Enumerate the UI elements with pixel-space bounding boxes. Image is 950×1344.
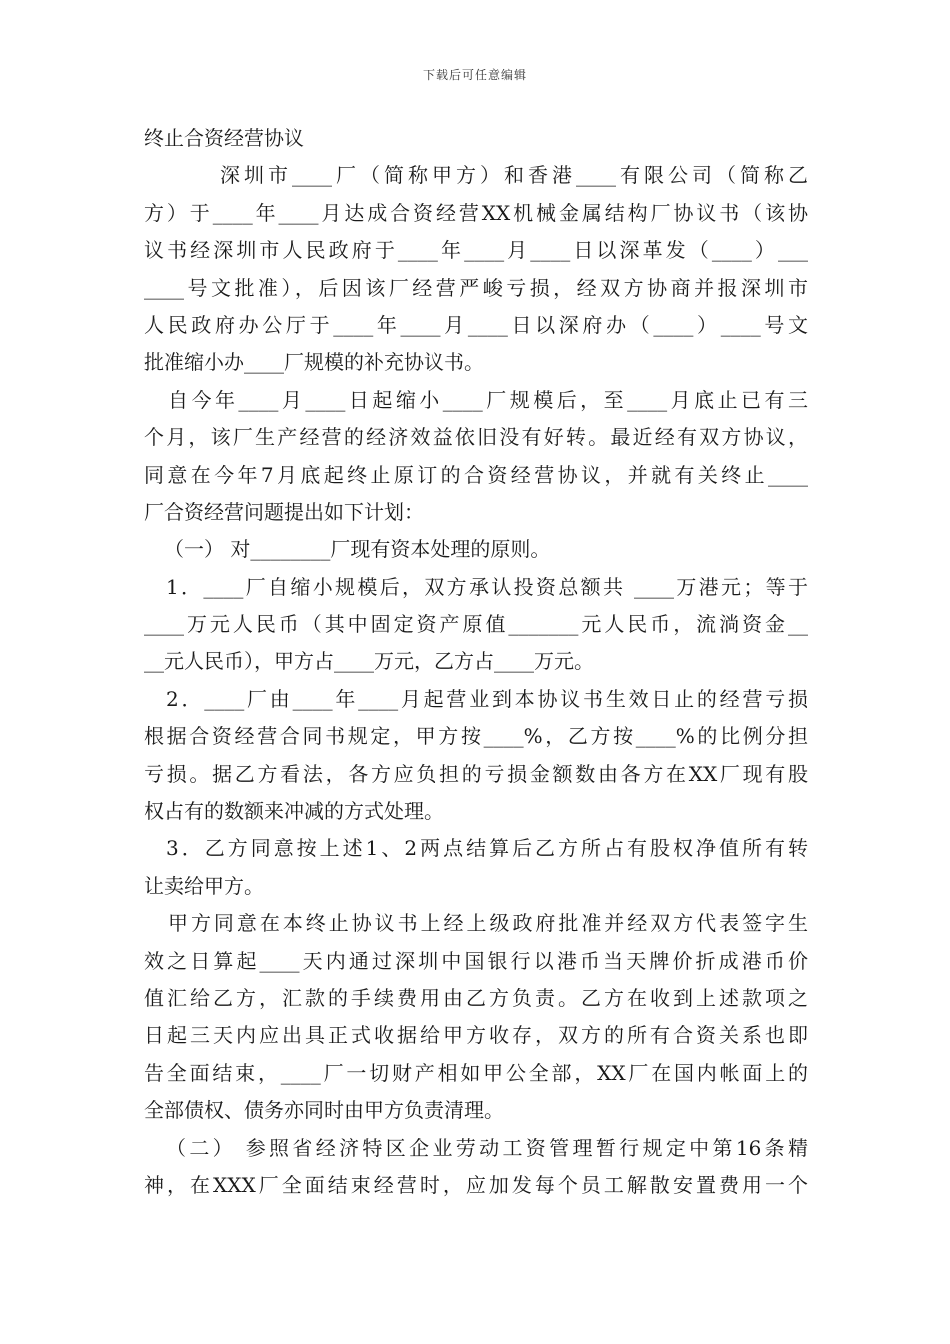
document-line: （一） 对________厂现有资本处理的原则。 [164,537,551,562]
page-header: 下载后可任意编辑 [422,68,527,82]
document-line: 神，在XXX厂全面结束经营时，应加发每个员工解散安置费用一个 [144,1172,808,1197]
document-line: 批准缩小办____厂规模的补充协议书。 [144,350,484,375]
document-line: 效之日算起____天内通过深圳中国银行以港币当天牌价折成港币价 [144,948,808,973]
document-line: 3．乙方同意按上述1、2两点结算后乙方所占有股权净值所有转 [166,836,808,861]
document-line: 亏损。据乙方看法，各方应负担的亏损金额数由各方在XX厂现有股 [144,761,808,786]
document-line: ____号文批准），后因该厂经营严峻亏损，经双方协商并报深圳市 [144,275,808,300]
document-line: 个月，该厂生产经营的经济效益依旧没有好转。最近经有双方协议， [144,425,808,450]
document-line: 深圳市____厂（简称甲方）和香港____有限公司（简称乙 [220,163,808,188]
document-line: 自今年____月____日起缩小____厂规模后，至____月底止已有三 [168,387,808,412]
document-lines [144,157,808,1204]
document-line: 议书经深圳市人民政府于____年____月____日以深革发（____）___ [144,238,808,263]
document-line: ____万元人民币（其中固定资产原值_______元人民币，流淌资金__ [144,612,808,637]
document-body [144,120,808,1204]
document-line: 2．____厂由____年____月起营业到本协议书生效日止的经营亏损 [166,686,808,711]
document-line: 同意在今年7月底起终止原订的合资经营协议，并就有关终止____ [144,462,808,487]
document-line: 值汇给乙方，汇款的手续费用由乙方负责。乙方在收到上述款项之 [144,985,808,1010]
document-line: 1．____厂自缩小规模后，双方承认投资总额共 ____万港元；等于 [166,574,808,599]
document-line: 告全面结束，____厂一切财产相如甲公全部，XX厂在国内帐面上的 [144,1060,808,1085]
document-line: 方）于____年____月达成合资经营XX机械金属结构厂协议书（该协 [144,200,808,225]
document-line: __元人民币），甲方占____万元，乙方占____万元。 [144,649,594,674]
document-line: 全部债权、债务亦同时由甲方负责清理。 [144,1098,504,1123]
document-line: 厂合资经营问题提出如下计划： [144,499,424,524]
document-line: 日起三天内应出具正式收据给甲方收存，双方的所有合资关系也即 [144,1023,808,1048]
document-line: 根据合资经营合同书规定，甲方按____%，乙方按____%的比例分担 [144,724,808,749]
document-title: 终止合资经营协议 [144,126,304,150]
document-line: 人民政府办公厅于____年____月____日以深府办（____）____号文 [144,312,808,337]
document-line: 权占有的数额来冲减的方式处理。 [144,799,444,824]
document-line: 让卖给甲方。 [144,873,264,898]
document-line: （二） 参照省经济特区企业劳动工资管理暂行规定中第16条精 [166,1135,808,1160]
document-line: 甲方同意在本终止协议书上经上级政府批准并经双方代表签字生 [168,911,808,936]
